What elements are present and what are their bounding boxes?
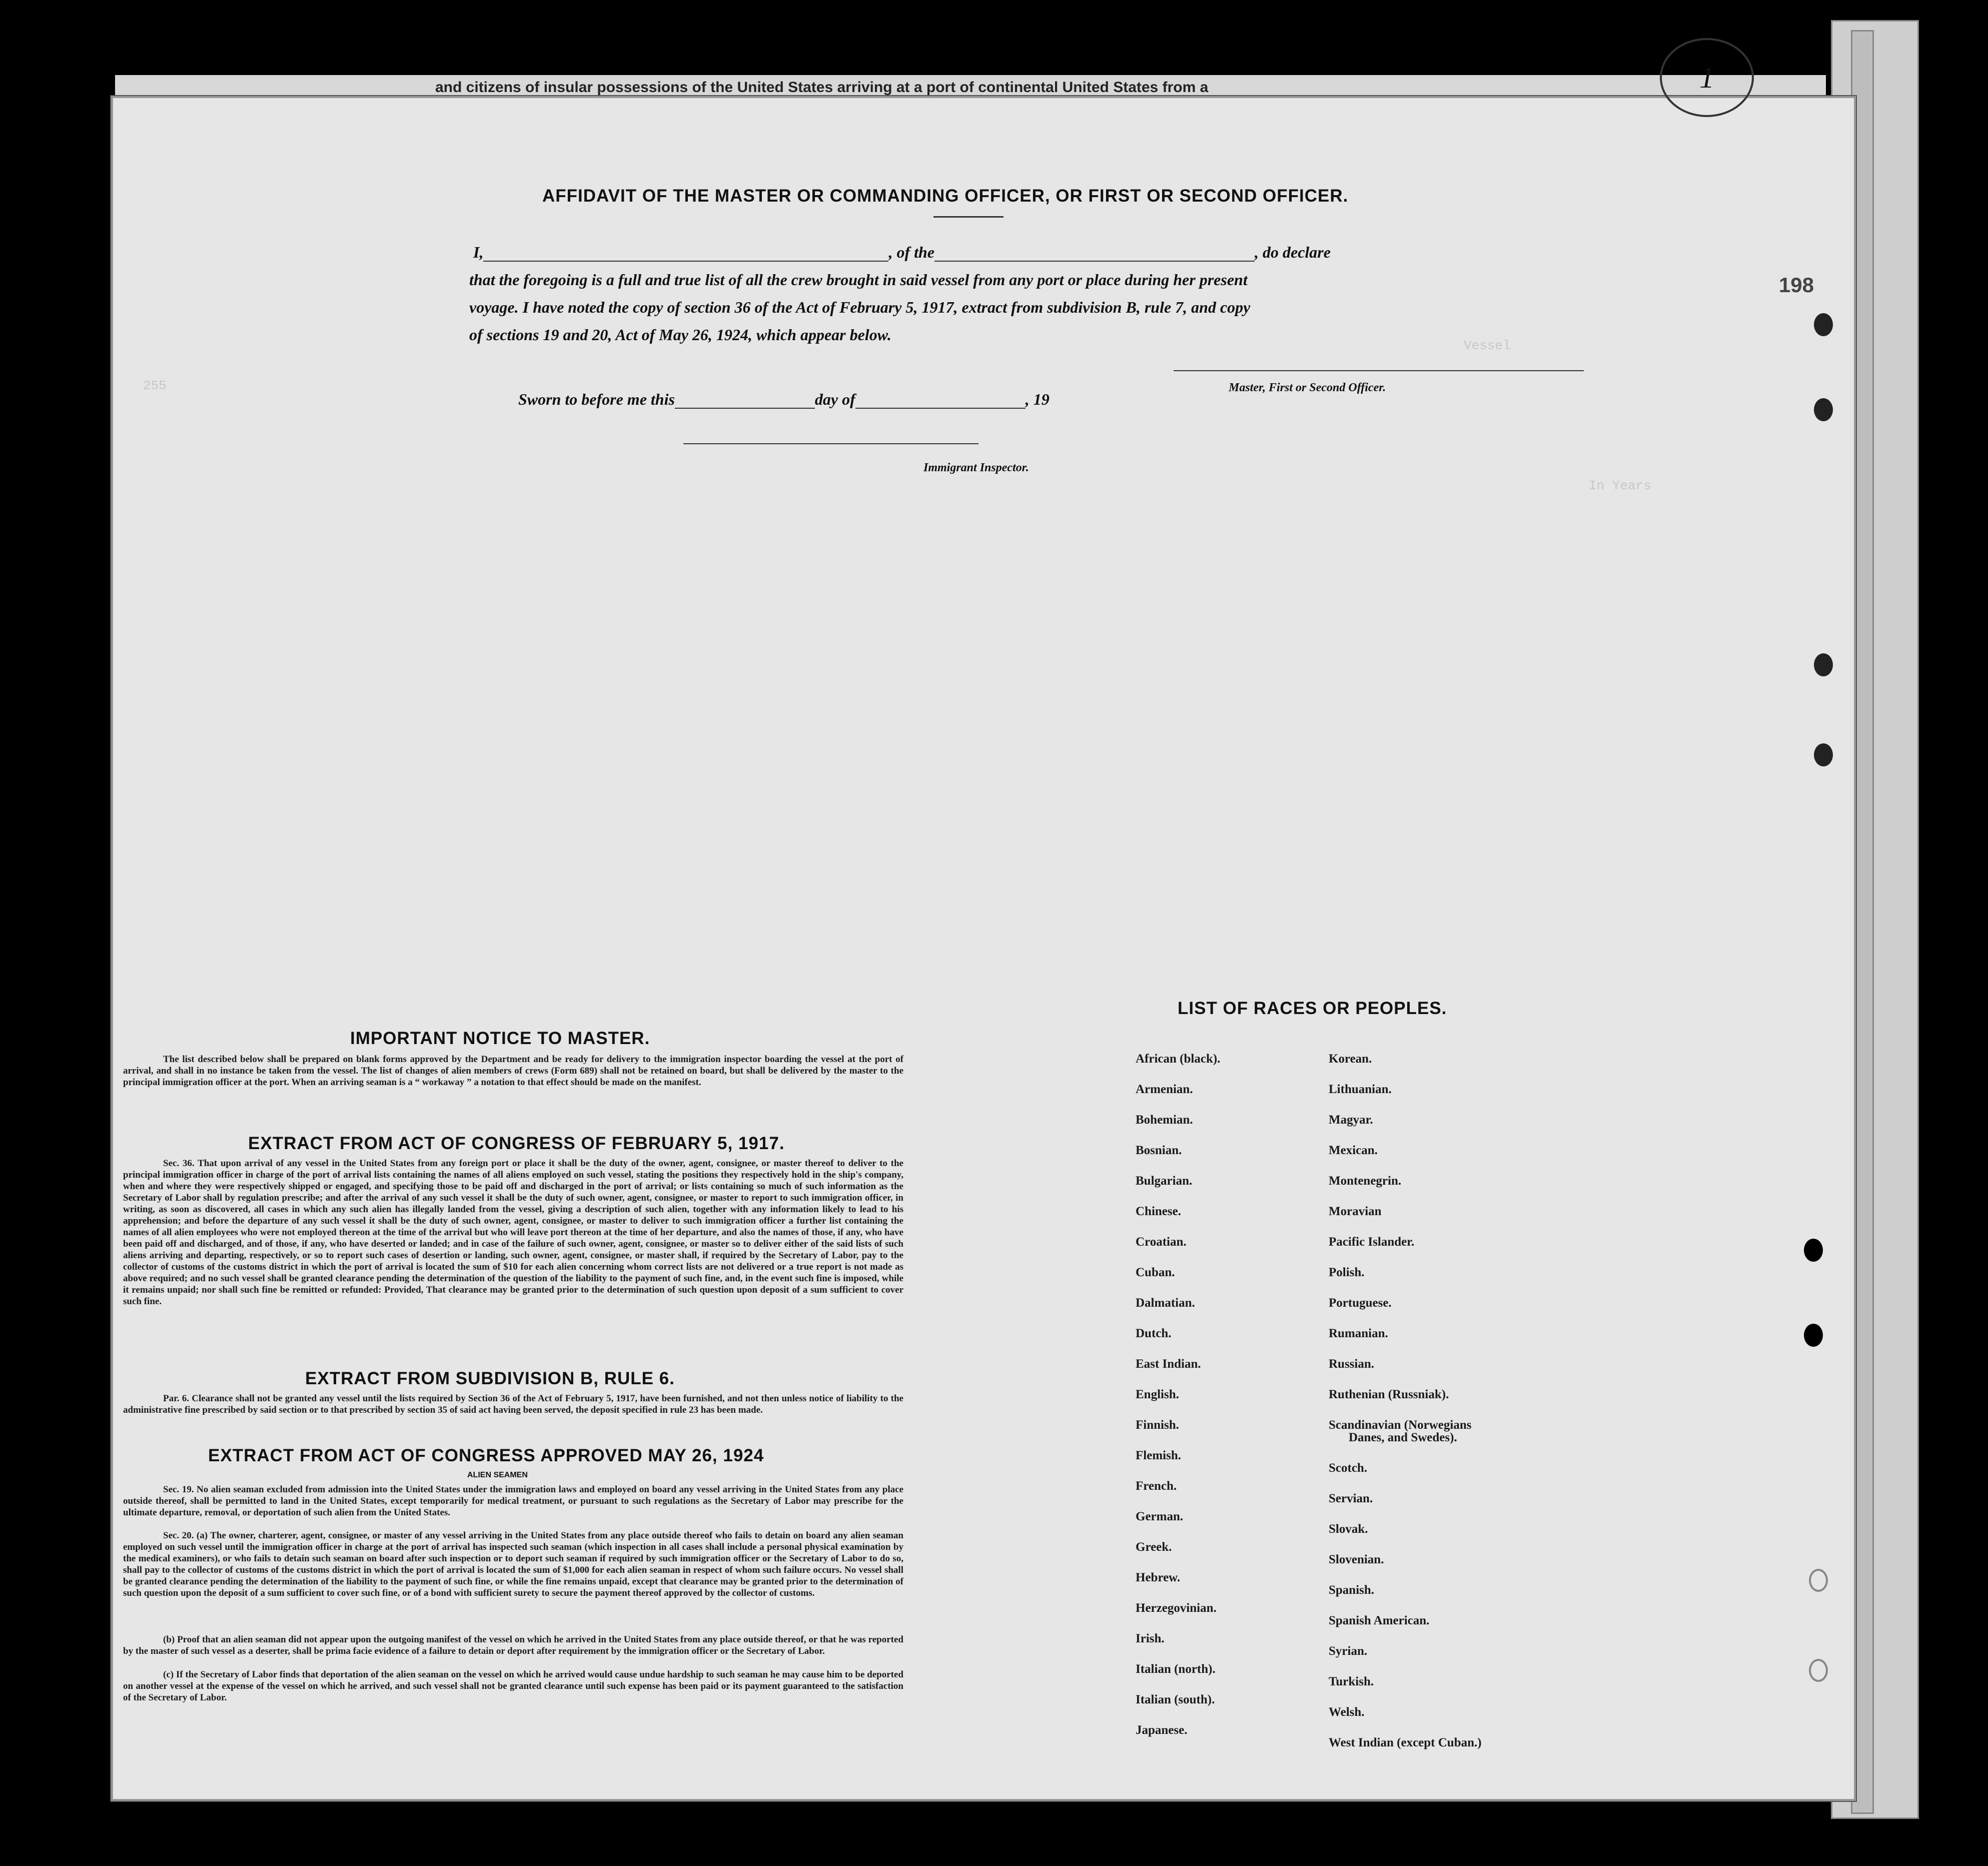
page-number: 198	[1778, 273, 1814, 297]
race-item: Chinese.	[1136, 1205, 1181, 1218]
binder-hole	[1814, 743, 1833, 766]
race-item: Mexican.	[1329, 1144, 1378, 1157]
race-item: Danes, and Swedes).	[1349, 1431, 1457, 1444]
race-item: Scandinavian (Norwegians	[1329, 1418, 1472, 1432]
race-item: Magyar.	[1329, 1113, 1373, 1127]
sworn-text: Sworn to before me this	[518, 390, 675, 408]
race-item: Rumanian.	[1329, 1327, 1388, 1340]
race-item: Finnish.	[1136, 1418, 1179, 1432]
race-item: Croatian.	[1136, 1235, 1187, 1249]
race-item: Ruthenian (Russniak).	[1329, 1388, 1449, 1401]
faint-bleed: Vessel	[1464, 338, 1511, 353]
extract3-sec20b: (b) Proof that an alien seaman did not appear upon the outgoing manifest of the vessel on which he arrived in the United States from any place outside thereof, or that he was reported by the master of such vessel as a deserter, shall be prima facie evidence of a failure to detain or deport after requirement by the immigration officer or the Secretary of Labor.	[123, 1634, 903, 1656]
faint-bleed: In Years	[1589, 478, 1651, 493]
affidavit-do-declare: , do declare	[1255, 243, 1331, 261]
name-blank[interactable]	[483, 261, 888, 262]
vessel-blank[interactable]	[934, 261, 1255, 262]
race-item: Servian.	[1329, 1492, 1373, 1505]
race-item: Korean.	[1329, 1052, 1372, 1066]
extract2-title: EXTRACT FROM SUBDIVISION B, RULE 6.	[305, 1369, 675, 1388]
affidavit-line-1	[473, 243, 1604, 262]
extract3-sec19: Sec. 19. No alien seaman excluded from admission into the United States under the immigration laws and employed on board any vessel arriving in the United States from any place outside thereof, shall be permitted to land in the United States, except temporarily for medical treatment, or pursuant to such regulations as the Secretary of Labor may prescribe for the ultimate departure, removal, or deportation of such alien from the United States.	[123, 1484, 903, 1518]
binder-hole	[1814, 313, 1833, 336]
race-item: Italian (north).	[1136, 1662, 1216, 1676]
race-item: Polish.	[1329, 1266, 1365, 1279]
master-label: Master, First or Second Officer.	[1229, 381, 1386, 394]
divider	[933, 216, 1004, 218]
race-item: Montenegrin.	[1329, 1174, 1402, 1188]
sworn-year: , 19	[1025, 390, 1050, 408]
notice-title: IMPORTANT NOTICE TO MASTER.	[350, 1029, 650, 1048]
race-item: Russian.	[1329, 1357, 1375, 1371]
race-item: Pacific Islander.	[1329, 1235, 1415, 1249]
races-left-column	[1136, 1044, 1220, 1745]
race-item: English.	[1136, 1388, 1179, 1401]
binder-hole	[1804, 1324, 1823, 1347]
race-item: Herzegovinian.	[1136, 1601, 1217, 1615]
race-item: Turkish.	[1329, 1675, 1374, 1688]
circle-mark-text: 1	[1699, 61, 1714, 94]
affidavit-line-3: voyage. I have noted the copy of section 36 of the Act of February 5, 1917, extract from subdivision B, rule 7, and copy	[469, 298, 1251, 316]
binder-hole	[1814, 398, 1833, 421]
sworn-day-blank[interactable]	[675, 408, 815, 409]
race-item: German.	[1136, 1510, 1184, 1523]
race-item: Flemish.	[1136, 1449, 1181, 1462]
race-item: Dalmatian.	[1136, 1296, 1195, 1310]
race-item: Spanish American.	[1329, 1614, 1430, 1627]
extract3-title: EXTRACT FROM ACT OF CONGRESS APPROVED MAY 26, 1924	[208, 1446, 764, 1465]
affidavit-i: I,	[473, 243, 484, 261]
sworn-day-of: day of	[814, 390, 855, 408]
race-item: West Indian (except Cuban.)	[1329, 1736, 1482, 1749]
race-item: Greek.	[1136, 1540, 1172, 1554]
race-item: Scotch.	[1329, 1461, 1368, 1475]
race-item: Cuban.	[1136, 1266, 1175, 1279]
inspector-label: Immigrant Inspector.	[923, 461, 1029, 474]
race-item: African (black).	[1136, 1052, 1221, 1066]
race-item: Slovak.	[1329, 1522, 1368, 1536]
binder-hole-open	[1809, 1659, 1828, 1682]
affidavit-title: AFFIDAVIT OF THE MASTER OR COMMANDING OFFICER, OR FIRST OR SECOND OFFICER.	[542, 186, 1349, 206]
affidavit-of-the: , of the	[888, 243, 934, 261]
race-item: Lithuanian.	[1329, 1083, 1392, 1096]
extract2-text: Par. 6. Clearance shall not be granted any vessel until the lists required by Section 36 of the Act of February 5, 1917, have been furnished, and not then unless notice of liability to the administrative fine prescribed by said section or to that prescribed by section 35 of said act having been served, the deposit specified in rule 23 has been made.	[123, 1393, 903, 1415]
race-item: Dutch.	[1136, 1327, 1172, 1340]
sworn-line	[518, 390, 1050, 409]
race-item: French.	[1136, 1479, 1177, 1493]
extract1-text: Sec. 36. That upon arrival of any vessel in the United States from any foreign port or place it shall be the duty of the owner, agent, consignee, or master thereof to deliver to the principal immigration officer in charge of the port of arrival lists containing the names of all aliens employed on such vessel, stating the positions they respectively hold in the ship's company, when and where they were respectively shipped or engaged, and specifying those to be paid off and discharged in the port of arrival; or lists containing so much of such information as the Secretary of Labor shall by regulation prescribe; and after the arrival of any such vessel it shall be the duty of such owner, agent, consignee, or master to report to such immigration officer, in writing, as soon as discovered, all cases in which any such alien has illegally landed from the vessel, giving a description of such alien, together with any information likely to lead to his apprehension; and before the departure of any such vessel it shall be the duty of such owner, agent, consignee, or master to deliver to such immigration officer a further list containing the names of all alien employees who were not employed thereon at the time of the arrival but who will leave port thereon at the time of her departure, and also the names of those, if any, who have been paid off and discharged, and of those, if any, who have deserted or landed; and in case of the failure of such owner, agent, consignee, or master so to deliver either of the said lists of such aliens arriving and departing, respectively, or so to report such cases of desertion or landing, such owner, agent, consignee, or master shall, if required by the Secretary of Labor, pay to the collector of customs of the customs district in which the port of arrival is located the sum of $10 for each alien concerning whom correct lists are not delivered or a true report is not made as above required; and no such vessel shall be granted clearance pending the determination of the question of the liability to the payment of such fine, and, in the event such fine is imposed, while it remains unpaid; nor shall such fine be remitted or refunded: Provided, That clearance may be granted prior to the determination of such question upon deposit of a sum sufficient to cover such fine.	[123, 1158, 903, 1307]
faint-bleed: 255	[143, 378, 167, 393]
extract3-sec20c: (c) If the Secretary of Labor finds that deportation of the alien seaman on the vessel on which he arrived would cause undue hardship to such seaman he may cause him to be deported on another vessel at the expense of the vessel on which he arrived, and such vessel shall not be granted clearance until such expense has been paid or its payment guaranteed to the satisfaction of the Secretary of Labor.	[123, 1669, 903, 1703]
race-item: Bosnian.	[1136, 1144, 1182, 1157]
race-item: Hebrew.	[1136, 1571, 1181, 1584]
binder-hole	[1814, 653, 1833, 676]
top-strip-text: and citizens of insular possessions of the United States arriving at a port of continental United States from a	[115, 75, 1826, 100]
race-item: Welsh.	[1329, 1705, 1365, 1719]
race-item: Bohemian.	[1136, 1113, 1193, 1127]
race-item: Irish.	[1136, 1632, 1165, 1645]
race-item: Japanese.	[1136, 1723, 1188, 1737]
race-item: Italian (south).	[1136, 1693, 1215, 1706]
binder-hole-open	[1809, 1569, 1828, 1592]
race-item: Portuguese.	[1329, 1296, 1392, 1310]
race-item: Syrian.	[1329, 1644, 1368, 1658]
circle-mark	[1660, 38, 1754, 117]
race-item: Armenian.	[1136, 1083, 1193, 1096]
extract3-sec20a: Sec. 20. (a) The owner, charterer, agent, consignee, or master of any vessel arriving in the United States from any place outside thereof who fails to detain on board any alien seaman employed on such vessel until the immigration officer in charge at the port of arrival has inspected such seaman (which inspection in all cases shall include a personal physical examination by the medical examiners), or who fails to detain such seaman on board after such inspection or to deport such seaman if required by such immigration officer or the Secretary of Labor to do so, shall pay to the collector of customs of the customs district in which the port of arrival is located the sum of $1,000 for each alien seaman in respect of whom such failure occurs. No vessel shall be granted clearance pending the determination of the liability to the payment of such fine, or while the fine remains unpaid, except that clearance may be granted prior to the determination of such question upon the deposit of a sum sufficient to cover such fine, or of a bond with sufficient surety to secure the payment thereof approved by the collector of customs.	[123, 1530, 903, 1598]
race-item: Moravian	[1329, 1205, 1382, 1218]
extract1-title: EXTRACT FROM ACT OF CONGRESS OF FEBRUARY 5, 1917.	[248, 1134, 785, 1153]
races-right-column	[1329, 1044, 1482, 1758]
sworn-month-blank[interactable]	[855, 408, 1026, 409]
extract3-subtitle: ALIEN SEAMEN	[467, 1471, 528, 1479]
signature-line[interactable]	[1174, 370, 1584, 371]
race-item: Bulgarian.	[1136, 1174, 1193, 1188]
notice-text: The list described below shall be prepared on blank forms approved by the Department and be ready for delivery to the immigration inspector boarding the vessel at the port of arrival, and shall in no instance be taken from the vessel. The list of changes of alien members of crews (Form 689) shall not be retained on board, but shall be delivered by the master to the principal immigration officer at the port. When an arriving seaman is a “ workaway ” a notation to that effect should be made on the manifest.	[123, 1054, 903, 1088]
race-item: Slovenian.	[1329, 1553, 1384, 1566]
affidavit-line-2: that the foregoing is a full and true list of all the crew brought in said vessel from any port or place during her present	[469, 271, 1248, 289]
races-title: LIST OF RACES OR PEOPLES.	[1178, 999, 1447, 1018]
race-item: Spanish.	[1329, 1583, 1375, 1597]
race-item: East Indian.	[1136, 1357, 1201, 1371]
inspector-signature-line[interactable]	[683, 443, 978, 444]
binder-hole	[1804, 1239, 1823, 1262]
affidavit-line-4: of sections 19 and 20, Act of May 26, 1924, which appear below.	[469, 326, 891, 344]
